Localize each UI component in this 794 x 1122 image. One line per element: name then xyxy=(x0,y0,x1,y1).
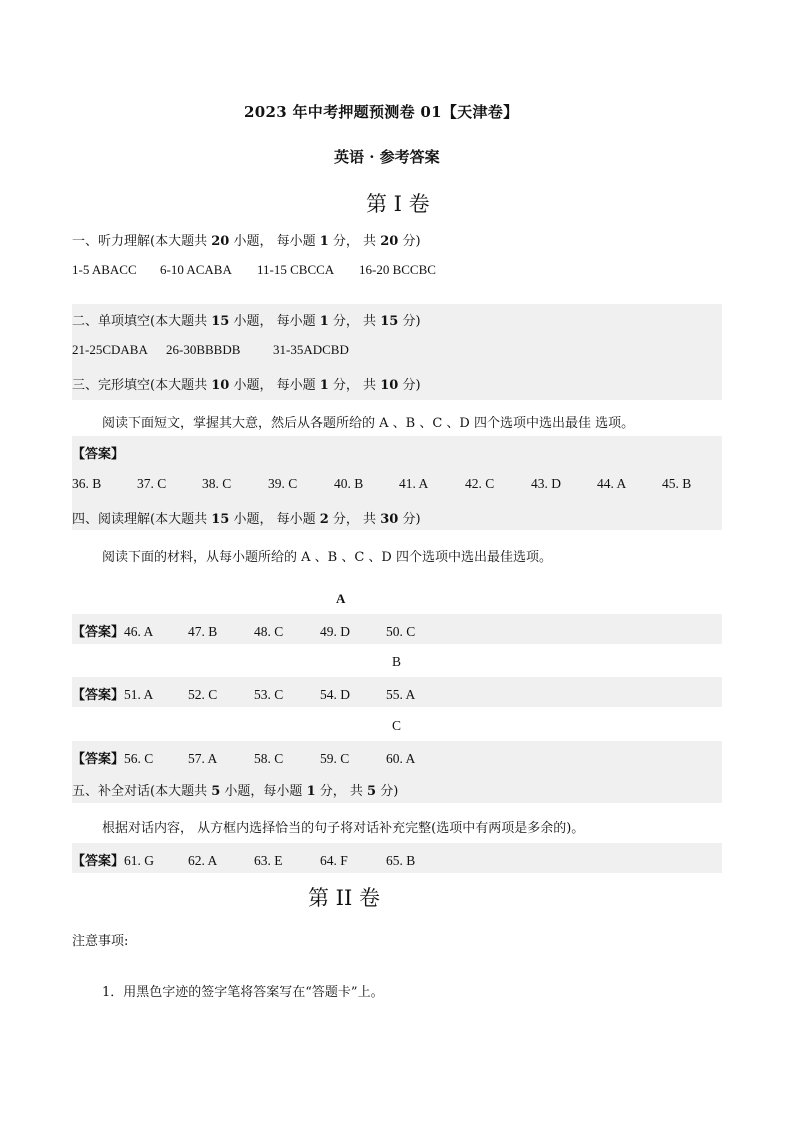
answer-item: 53. C xyxy=(254,687,284,702)
volume-1-heading: 第 I 卷 xyxy=(366,192,430,216)
section-2-heading xyxy=(72,310,421,329)
answer-item: 40. B xyxy=(334,476,364,491)
section-4-total: 30 xyxy=(380,512,399,527)
section-3-heading-suffix: 分) xyxy=(402,378,421,393)
section-1-q-score: 1 xyxy=(319,234,329,249)
section-5-heading xyxy=(72,780,398,799)
section-1-heading-mid1: 小题， 每小题 xyxy=(233,234,316,249)
page-subtitle: 英语 · 参考答案 xyxy=(334,148,440,166)
answer-item: 36. B xyxy=(72,476,102,491)
answer-item: 55. A xyxy=(386,687,416,702)
section-4-heading xyxy=(72,508,421,527)
section-1-heading xyxy=(72,230,421,249)
answer-item: 62. A xyxy=(188,853,218,868)
answer-item: 47. B xyxy=(188,624,218,639)
section-4-heading-suffix: 分) xyxy=(402,512,421,527)
notes-item: 1．用黑色字迹的签字笔将答案写在“答题卡”上。 xyxy=(102,985,384,1000)
answer-item: 43. D xyxy=(531,476,561,491)
answer-item: 64. F xyxy=(320,853,348,868)
answer-item: 38. C xyxy=(202,476,232,491)
notes-heading: 注意事项: xyxy=(72,934,129,949)
section-4-heading-mid1: 小题， 每小题 xyxy=(233,512,316,527)
answer-item: 44. A xyxy=(597,476,627,491)
answer-label: 【答案】 xyxy=(72,854,125,869)
answer-item: 51. A xyxy=(124,687,154,702)
section-5-heading-suffix: 分) xyxy=(380,784,399,799)
answer-item: 59. C xyxy=(320,751,350,766)
part-b-label: B xyxy=(392,654,402,669)
section-5-q-count: 5 xyxy=(211,784,221,799)
section-3-q-count: 10 xyxy=(211,378,230,393)
answer-group: 11-15 CBCCA xyxy=(257,262,335,277)
section-3-total: 10 xyxy=(380,378,399,393)
section-4-instruction: 阅读下面的材料，从每小题所给的 A 、B 、C 、D 四个选项中选出最佳选项。 xyxy=(102,550,552,565)
section-1-heading-suffix: 分) xyxy=(402,234,421,249)
answer-item: 63. E xyxy=(254,853,283,868)
section-2-answers xyxy=(72,342,349,358)
answer-group: 31-35ADCBD xyxy=(273,342,349,357)
section-2-heading-mid2: 分， 共 xyxy=(332,314,377,329)
section-3-heading-prefix: 三、完形填空(本大题共 xyxy=(72,378,208,393)
answer-group: 1-5 ABACC xyxy=(72,262,137,277)
section-1-heading-prefix: 一、听力理解(本大题共 xyxy=(72,234,208,249)
part-a-label: A xyxy=(336,591,346,606)
part-c-label: C xyxy=(392,718,402,733)
part-b-answers xyxy=(72,684,415,703)
answer-item: 42. C xyxy=(465,476,495,491)
section-3-answer-label: 【答案】 xyxy=(72,447,125,462)
answer-item: 57. A xyxy=(188,751,218,766)
section-3-q-score: 1 xyxy=(319,378,329,393)
part-a-answers xyxy=(72,621,415,640)
section-5-heading-mid1: 小题，每小题 xyxy=(224,784,303,799)
answer-item: 58. C xyxy=(254,751,284,766)
section-2-heading-mid1: 小题， 每小题 xyxy=(233,314,316,329)
answer-group: 6-10 ACABA xyxy=(160,262,232,277)
section-4-heading-prefix: 四、阅读理解(本大题共 xyxy=(72,512,208,527)
answer-item: 61. G xyxy=(124,853,155,868)
section-2-total: 15 xyxy=(380,314,399,329)
section-2-q-score: 1 xyxy=(319,314,329,329)
answer-label: 【答案】 xyxy=(72,625,125,640)
section-4-q-count: 15 xyxy=(211,512,230,527)
section-5-instruction: 根据对话内容， 从方框内选择恰当的句子将对话补充完整(选项中有两项是多余的)。 xyxy=(102,821,585,836)
answer-label: 【答案】 xyxy=(72,688,125,703)
section-1-q-count: 20 xyxy=(211,234,230,249)
section-2-q-count: 15 xyxy=(211,314,230,329)
answer-item: 65. B xyxy=(386,853,416,868)
section-3-instruction: 阅读下面短文，掌握其大意，然后从各题所给的 A 、B 、C 、D 四个选项中选出最佳 选项。 xyxy=(102,416,635,431)
answer-item: 41. A xyxy=(399,476,429,491)
answer-item: 52. C xyxy=(188,687,218,702)
part-c-answers xyxy=(72,748,415,767)
section-5-heading-prefix: 五、补全对话(本大题共 xyxy=(72,784,208,799)
answer-item: 54. D xyxy=(320,687,351,702)
answer-item: 50. C xyxy=(386,624,416,639)
section-1-heading-mid2: 分， 共 xyxy=(332,234,377,249)
answer-item: 37. C xyxy=(137,476,167,491)
section-5-total: 5 xyxy=(367,784,377,799)
answer-item: 39. C xyxy=(268,476,298,491)
answer-group: 26-30BBBDB xyxy=(166,342,241,357)
answer-item: 60. A xyxy=(386,751,416,766)
section-4-heading-mid2: 分， 共 xyxy=(332,512,377,527)
answer-group: 21-25CDABA xyxy=(72,342,148,357)
answer-item: 46. A xyxy=(124,624,154,639)
section-2-heading-prefix: 二、单项填空(本大题共 xyxy=(72,314,208,329)
answer-item: 56. C xyxy=(124,751,154,766)
section-5-answers xyxy=(72,850,415,869)
section-1-answers xyxy=(72,262,436,278)
answer-group: 16-20 BCCBC xyxy=(359,262,436,277)
section-4-q-score: 2 xyxy=(319,512,329,527)
answer-label: 【答案】 xyxy=(72,752,125,767)
section-3-heading-mid1: 小题， 每小题 xyxy=(233,378,316,393)
section-3-answers xyxy=(72,476,691,492)
section-2-heading-suffix: 分) xyxy=(402,314,421,329)
answer-item: 48. C xyxy=(254,624,284,639)
section-1-total: 20 xyxy=(380,234,399,249)
section-5-heading-mid2: 分， 共 xyxy=(319,784,363,799)
answer-item: 49. D xyxy=(320,624,351,639)
section-3-heading xyxy=(72,374,421,393)
section-5-q-score: 1 xyxy=(306,784,316,799)
answer-item: 45. B xyxy=(662,476,692,491)
section-3-heading-mid2: 分， 共 xyxy=(332,378,377,393)
page-title: 2023 年中考押题预测卷 01【天津卷】 xyxy=(244,103,519,121)
volume-2-heading: 第 II 卷 xyxy=(308,886,380,910)
